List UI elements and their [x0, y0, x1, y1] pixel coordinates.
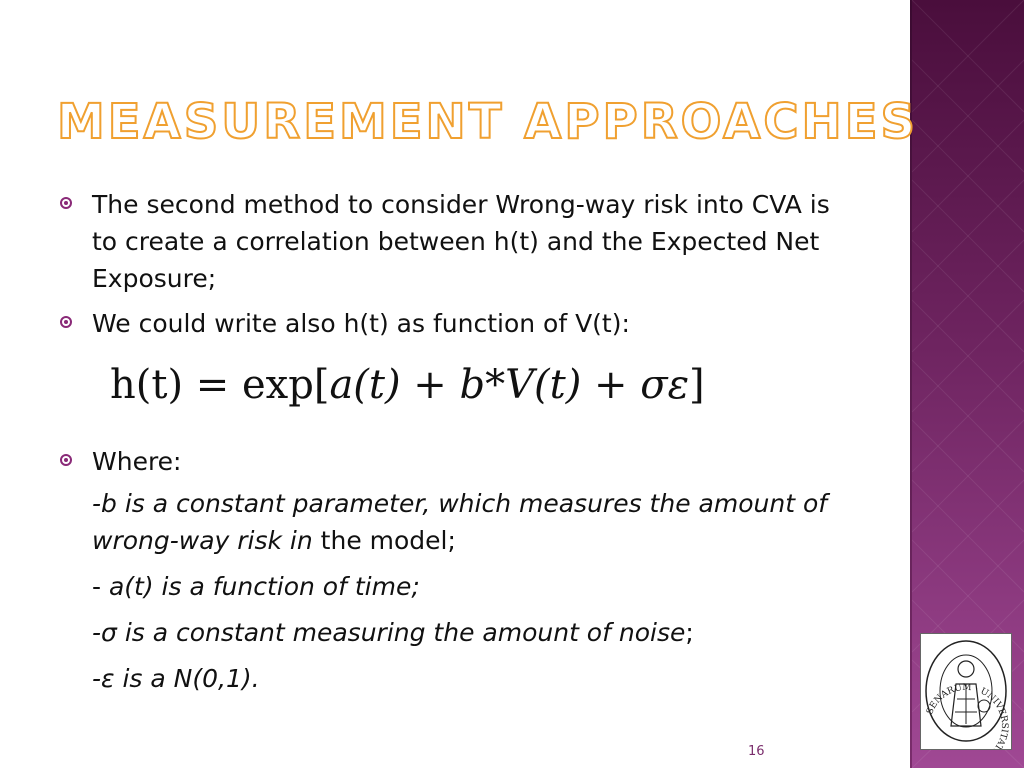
list-item [60, 305, 860, 342]
list-item [60, 443, 892, 480]
formula-bv-term: b*V(t) [459, 362, 582, 408]
definition-epsilon-italic: -ε is a N(0,1). [92, 664, 260, 693]
formula-noise-term: σε [640, 362, 690, 408]
formula-plus: + [581, 362, 641, 408]
definition-b-italic: -b is a constant parameter, which measures the amount of wrong-way risk in [92, 489, 828, 555]
bullet-text: We could write also h(t) as function of V(t): [92, 309, 630, 338]
page-number: 16 [748, 744, 765, 759]
list-item [60, 186, 860, 297]
bullet-text: The second method to consider Wrong-way risk into CVA is to create a correlation between h(t) and the Expected Net Exposure; [92, 190, 830, 293]
formula-close: ] [689, 362, 705, 408]
university-seal-icon [921, 634, 1011, 749]
formula-a-term: a(t) [329, 362, 401, 408]
definition-b [92, 485, 862, 559]
hazard-rate-formula [110, 362, 705, 408]
definition-sigma [92, 614, 862, 651]
where-label: Where: [92, 447, 182, 476]
bullet-icon [60, 316, 72, 328]
formula-plus: + [400, 362, 460, 408]
definition-a-italic: a(t) is a function of time; [108, 572, 420, 601]
bullet-icon [60, 454, 72, 466]
slide-title: MEASUREMENT APPROACHES [57, 94, 919, 150]
bullet-list [60, 186, 860, 342]
definition-sigma-italic: -σ is a constant measuring the amount of noise [92, 618, 686, 647]
bullet-icon [60, 197, 72, 209]
svg-text:SENARUM · UNIVERSITATIS ·: SENARUM · UNIVERSITAT [925, 682, 1010, 749]
formula-lhs: h(t) = exp[ [110, 362, 330, 408]
definition-b-plain: the model; [312, 526, 456, 555]
definition-a-prefix: - [92, 572, 109, 601]
definition-a [92, 568, 862, 605]
definition-sigma-plain: ; [685, 618, 694, 647]
university-seal-logo [920, 633, 1012, 750]
definition-epsilon [92, 660, 862, 697]
